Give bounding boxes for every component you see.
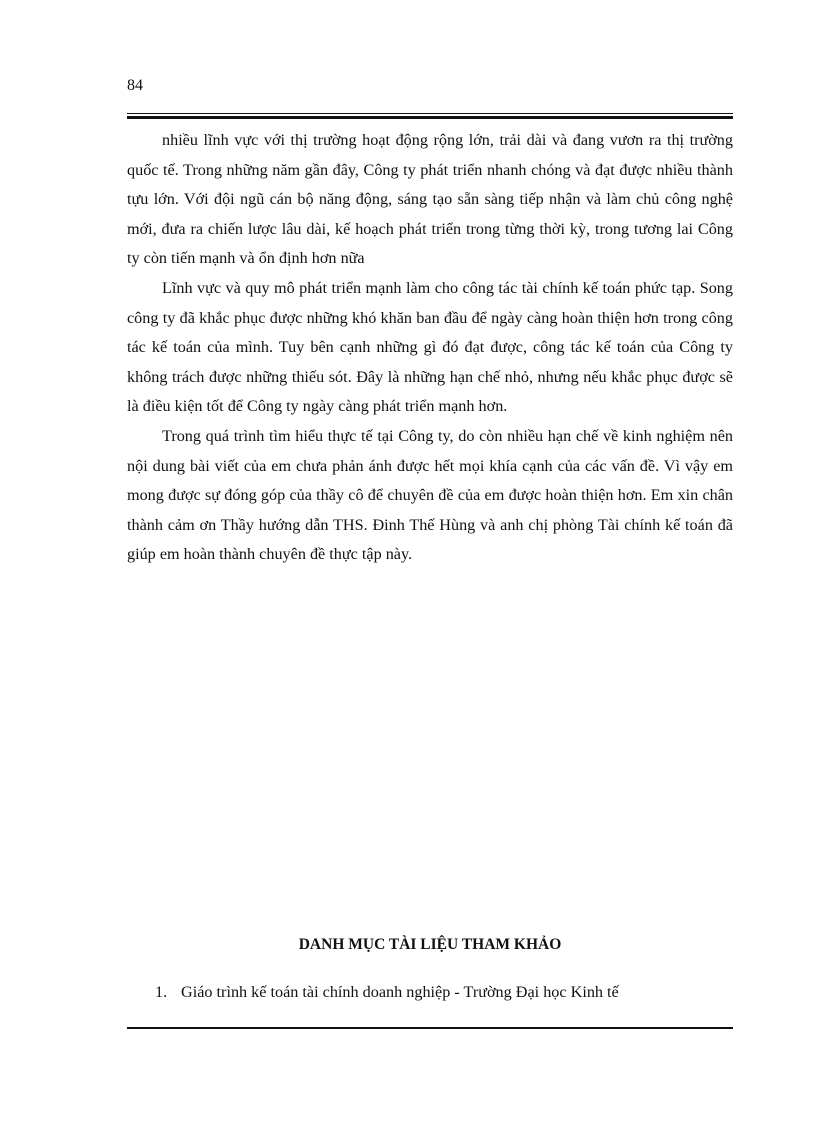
paragraph: Lĩnh vực và quy mô phát triển mạnh làm cho công tác tài chính kế toán phức tạp. Song công ty đã khắc phục được những khó khăn ban đầu để ngày càng hoàn thiện hơn trong công tác kế toán của mình. Tuy bên cạnh những gì đó đạt được, công tác kế toán của Công ty không trách được những thiếu sót. Đây là những hạn chế nhỏ, nhưng nếu khắc phục được sẽ là điều kiện tốt để Công ty ngày càng phát triển mạnh hơn. [127, 278, 733, 416]
paragraph: Trong quá trình tìm hiểu thực tế tại Công ty, do còn nhiều hạn chế về kinh nghiệm nên nội dung bài viết của em chưa phản ánh được hết mọi khía cạnh của các vấn đề. Vì vậy em mong được sự đóng góp của thầy cô để chuyên đề của em được hoàn thiện hơn. Em xin chân thành cảm ơn Thầy hướng dẫn THS. Đinh Thế Hùng và anh chị phòng Tài chính kế toán đã giúp em hoàn thành chuyên đề thực tập này. [127, 426, 733, 564]
reference-item [155, 980, 733, 1004]
references-list [155, 980, 733, 1004]
references-title: DANH MỤC TÀI LIỆU THAM KHẢO [298, 936, 562, 953]
paragraph: nhiều lĩnh vực với thị trường hoạt động rộng lớn, trải dài và đang vươn ra thị trường quốc tế. Trong những năm gần đây, Công ty phát triển nhanh chóng và đạt được nhiều thành tựu lớn. Với đội ngũ cán bộ năng động, sáng tạo sẵn sàng tiếp nhận và làm chủ công nghệ mới, đưa ra chiến lược lâu dài, kế hoạch phát triển trong từng thời kỳ, trong tương lai Công ty còn tiến mạnh và ổn định hơn nữa [127, 131, 733, 268]
reference-number: 1. [155, 983, 168, 1001]
reference-text: Giáo trình kế toán tài chính doanh nghiệp - Trường Đại học Kinh tế [181, 983, 619, 1001]
footer-rule [127, 1027, 733, 1029]
page-number: 84 [127, 77, 143, 94]
body-text [127, 126, 733, 570]
header-rule-thick [127, 117, 733, 119]
